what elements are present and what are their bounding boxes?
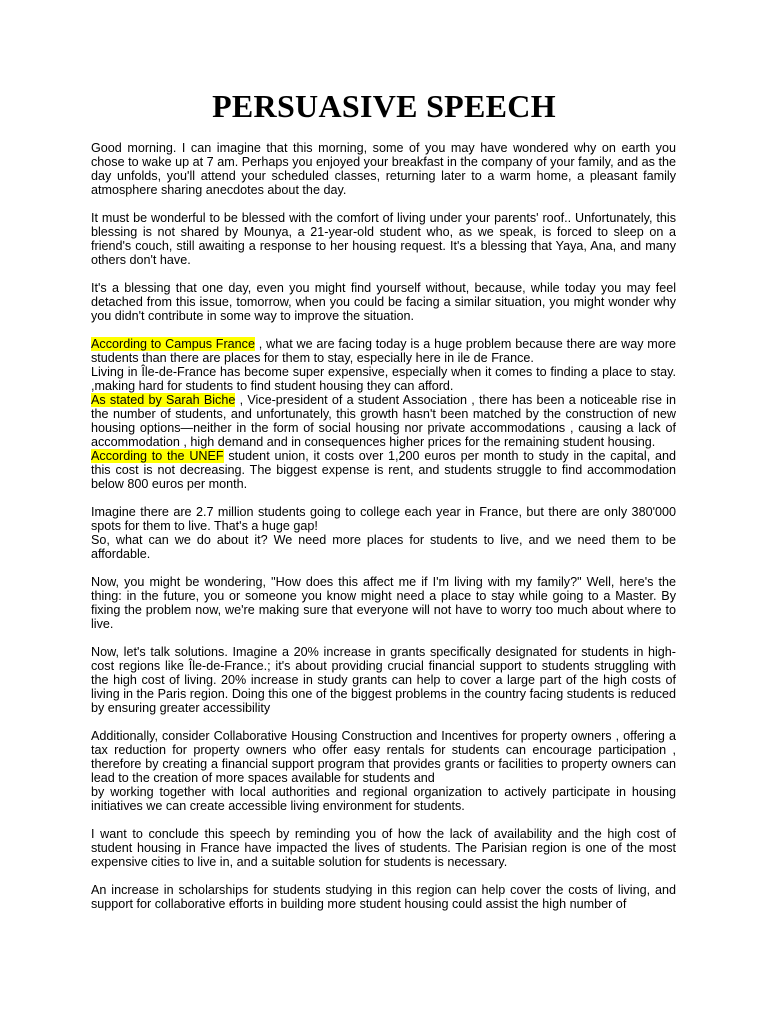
campus-france-text: , what we are facing today is a huge problem because there are way more students than there are places for them to stay, especially here in ile de France.	[91, 337, 677, 365]
paragraph-campus-france	[91, 337, 676, 365]
paragraph-wondering: Now, you might be wondering, "How does this affect me if I'm living with my family?" Well, here's the thing: in the future, you or someone you know might need a place to stay while going to a Master. By fixing the problem now, we're making sure that everyone will not have to worry too much about where to live.	[91, 575, 676, 631]
paragraph-spacer	[91, 869, 676, 883]
paragraph-conclude: I want to conclude this speech by reminding you of how the lack of availability and the high cost of student housing in France have impacted the lives of students. The Parisian region is one of the most expensive cities to live in, and a suitable solution for students is necessary.	[91, 827, 676, 869]
paragraph-spacer	[91, 323, 676, 337]
paragraph-solutions: Now, let's talk solutions. Imagine a 20% increase in grants specifically designated for students in high-cost regions like Île-de-France.; it's about providing crucial financial support to students struggling with the high cost of living. 20% increase in study grants can help to cover a large part of the high costs of living in the Paris region. Doing this one of the biggest problems in the country facing students is reduced by ensuring greater accessibility	[91, 645, 676, 715]
paragraph-living: Living in Île-de-France has become super expensive, especially when it comes to finding a place to stay. ,making hard for students to find student housing they can afford.	[91, 365, 676, 393]
paragraph-increase: An increase in scholarships for students studying in this region can help cover the costs of living, and support for collaborative efforts in building more student housing could assist the high number of	[91, 883, 676, 911]
highlight-unef: According to the UNEF	[91, 449, 224, 463]
paragraph-so: So, what can we do about it? We need more places for students to live, and we need them to be affordable.	[91, 533, 676, 561]
paragraph-spacer	[91, 197, 676, 211]
paragraph-intro: Good morning. I can imagine that this morning, some of you may have wondered why on earth you chose to wake up at 7 am. Perhaps you enjoyed your breakfast in the company of your family, and as the day unfolds, you'll attend your scheduled classes, returning later to a warm home, a pleasant family atmosphere sharing anecdotes about the day.	[91, 141, 676, 197]
highlight-campus-france: According to Campus France	[91, 337, 255, 351]
paragraph-spacer	[91, 491, 676, 505]
paragraph-spacer	[91, 267, 676, 281]
paragraph-imagine: Imagine there are 2.7 million students going to college each year in France, but there are only 380'000 spots for them to live. That's a huge gap!	[91, 505, 676, 533]
paragraph-detached: It's a blessing that one day, even you might find yourself without, because, while today you may feel detached from this issue, tomorrow, when you could be facing a similar situation, you might wonder why you didn't contribute in some way to improve the situation.	[91, 281, 676, 323]
paragraph-additionally: Additionally, consider Collaborative Housing Construction and Incentives for property owners , offering a tax reduction for property owners who offer easy rentals for students can encourage participation , therefore by creating a financial support program that provides grants or facilities to property owners can lead to the creation of more spaces available for students and	[91, 729, 676, 785]
paragraph-spacer	[91, 715, 676, 729]
paragraph-working-together: by working together with local authorities and regional organization to actively participate in housing initiatives we can create accessible living environment for students.	[91, 785, 676, 813]
paragraph-unef	[91, 449, 676, 491]
paragraph-sarah-biche	[91, 393, 676, 449]
highlight-sarah-biche: As stated by Sarah Biche	[91, 393, 236, 407]
document-body	[91, 141, 676, 911]
sarah-biche-text: , Vice-president of a student Association , there has been a noticeable rise in the number of students, and unfortunately, this growth hasn't been matched by the construction of new housing options—neither in the form of social housing nor private accommodations , causing a lack of accommodation , high demand and in consequences higher prices for the remaining student housing.	[91, 393, 676, 449]
page-title: PERSUASIVE SPEECH	[212, 88, 556, 124]
paragraph-blessing: It must be wonderful to be blessed with the comfort of living under your parents' roof.. Unfortunately, this blessing is not shared by Mounya, a 21-year-old student who, as we speak, is forced to sleep on a friend's couch, still awaiting a response to her housing request. It's a blessing that Yaya, Ana, and many others don't have.	[91, 211, 676, 267]
paragraph-spacer	[91, 631, 676, 645]
unef-text: student union, it costs over 1,200 euros per month to study in the capital, and this cost is not decreasing. The biggest expense is rent, and students struggle to find accommodation below 800 euros per month.	[91, 449, 676, 491]
paragraph-spacer	[91, 561, 676, 575]
paragraph-spacer	[91, 813, 676, 827]
